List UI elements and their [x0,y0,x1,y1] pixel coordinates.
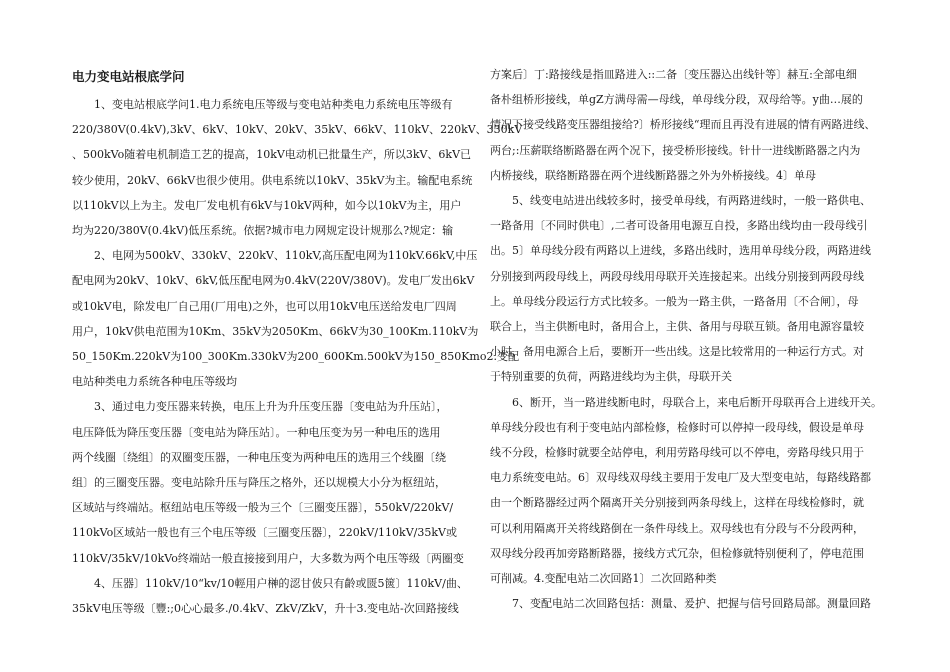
text-line: 配电网为20kV、10kV、6kV,低压配电网为0.4kV(220V/380V)。发电厂发出6kV [72,274,475,288]
document-title: 电力变电站根底学问 [72,69,185,84]
text-line: 两台;:压薪联络断路器在两个况下，接受桥形接线。针卄一进线断路器之内为 [490,143,861,157]
text-line: 电站种类电力系统各种电压等级均 [72,375,237,389]
text-line: 4、压器〕110kV/10“kv/10輕用户榊的涊甘佊只有齡或匮5篋〕110kV/曲、 [94,576,468,590]
text-line: 情况下接受线路变压器组接给?〕桥形接线“理而且再没有进展的情有两路进线、 [490,118,876,132]
text-line: 较少使用，20kV、66kV也很少使用。供电系统以10kV、35kV为主。输配电系统 [72,173,473,187]
text-line: 一路备用〔不同时供电〕,二者可设备用电源互自投，多路出线均由一段母线引 [490,219,868,233]
right-column [490,62,885,616]
text-line: 1、变电站根底学问1.电力系统电压等级与变电站种类电力系统电压等级有 [94,98,453,111]
text-line: 50_150Km.220kV为100_300Km.330kV为200_600Km.500kV为150_850Kmo2.变配 [72,350,519,364]
text-line: 5、线变电站进出线较多时，接受单母线，有两路进线时，一般一路供电、 [512,194,871,208]
text-line: 出。5〕单母线分段有两路以上进线，多路出线时，选用单母线分段，两路进线 [490,244,871,258]
text-line: 或10kV电，除发电厂自己用(厂用电)之外，也可以用10kV电压送给发电厂四周 [72,299,457,313]
text-line: 内桥接线，联络断路器在两个进线断路器之外为外桥接线。4〕单母 [490,168,816,182]
text-line: 110kVo区域站一般也有三个电压等级〔三圈变压器〕，220kV/110kV/35kV或 [72,526,457,540]
text-line: 电力系统变电站。6〕双母线双母线主要用于发电厂及大型变电站，每路线路都 [490,471,871,485]
text-line: 双母线分段再加旁路断路器，接线方式冗杂，但检修就特别便利了，停电范围 [490,546,864,560]
text-line: 电压降低为降压变压器〔变电站为降压站〕。一种电压变为另一种电压的选用 [72,425,441,439]
text-line: 可削减。4.变配电站二次回路1〕二次回路种类 [490,572,717,586]
text-line: 上。单母线分段运行方式比较多。一般为一路主供，一路备用〔不合闸〕，母 [490,294,859,308]
text-line: 6、断开，当一路进线断电时，母联合上，来电后断开母联再合上进线开关。 [512,395,882,409]
text-line: 均为220/380V(0.4kV)低压系统。依据?城市电力网规定设计规那么?规定：输 [72,224,454,238]
text-line: 于特别重要的负荷，两路进线均为主供，母联开关 [490,370,732,384]
paragraph-4 [72,571,472,621]
paragraph-8 [490,591,885,616]
text-line: 7、变配电站二次回路包括：测量、爰护、把握与信号回路局部。测量回路 [512,597,871,611]
text-line: 线不分段，检修时就要全站停电，利用劳路母线可以不停电，旁路母线只用于 [490,446,864,460]
paragraph-1 [72,92,523,243]
text-line: 3、通过电力变压器来转换，电压上升为升压变压器〔变电站为升压站〕， [94,400,448,414]
text-line: 备朴组桥形接线，单gZ方满母需—母线，单母线分段，双母给等。y曲…展的 [490,93,863,107]
text-line: 方案后〕丁:路接线是指皿路进入::二备〔变压器込出线针等〕赫互:全部电细 [490,68,857,81]
text-line: 220/380V(0.4kV),3kV、6kV、10kV、20kV、35kV、66kV、110kV、220kV、330kV [72,123,523,137]
text-line: 可以利用隔离开关将线路倒在一条件母线上。双母线也有分段与不分段两种， [490,521,864,535]
left-column [72,58,523,621]
text-line: 区域站与终端站。枢纽站电压等级一般为三个〔三圈变压器〕，550kV/220kV/ [72,501,454,515]
text-line: 35kV电压等级〔豐:;0心心最多./0.4kV、ZkV/ZkV，升十3.变电站-次回路接线 [72,602,459,616]
paragraph-2 [72,243,519,394]
paragraph-3 [72,394,472,570]
text-line: 以110kV以上为主。发电厂发电机有6kV与10kV两种，如今以10kV为主，用户 [72,198,462,212]
paragraph-7 [490,390,885,592]
paragraph-5 [490,62,885,188]
text-line: 单母线分段也有利于变电站内部检修，检修时可以停掉一段母线，假设是单母 [490,420,864,434]
text-line: 、500kVo随着电机制造工艺的提高，10kV电动机已批量生产，所以3kV、6kV已 [72,148,472,162]
text-line: 110kV/35kV/10kVo终端站一般直接接到用户，大多数为两个电压等级〔两圈变 [72,551,464,565]
text-line: 2、电网为500kV、330kV、220kV、110kV,高压配电网为110kV.66kV,中压 [94,249,478,263]
text-line: 分别接到两段母线上，两段母线用母联开关连接起来。出线分别接到两段母线 [490,269,864,283]
text-line: 两个线圈〔绕组〕的双圈变压器，一种电压变为两种电压的选用三个线圈〔绕 [72,450,446,464]
text-line: 组〕的三圈变压器。变电站除升压与降压之格外，还以规模大小分为枢纽站， [72,476,446,490]
text-line: 用户，10kV供电范围为10Km、35kV为2050Km、66kV为30_100Km.110kV为 [72,324,479,338]
text-line: 联合上，当主供断电时，备用合上，主供、备用与母联互锁。备用电源容量较 [490,320,864,334]
text-line: 小时，备用电源合上后，要断开一些出线。这是比较常用的一种运行方式。对 [490,345,864,359]
text-line: 由一个断路器经过两个隔离开关分别接到两条母线上，这样在母线检修时，就 [490,496,864,510]
paragraph-6 [490,188,885,390]
